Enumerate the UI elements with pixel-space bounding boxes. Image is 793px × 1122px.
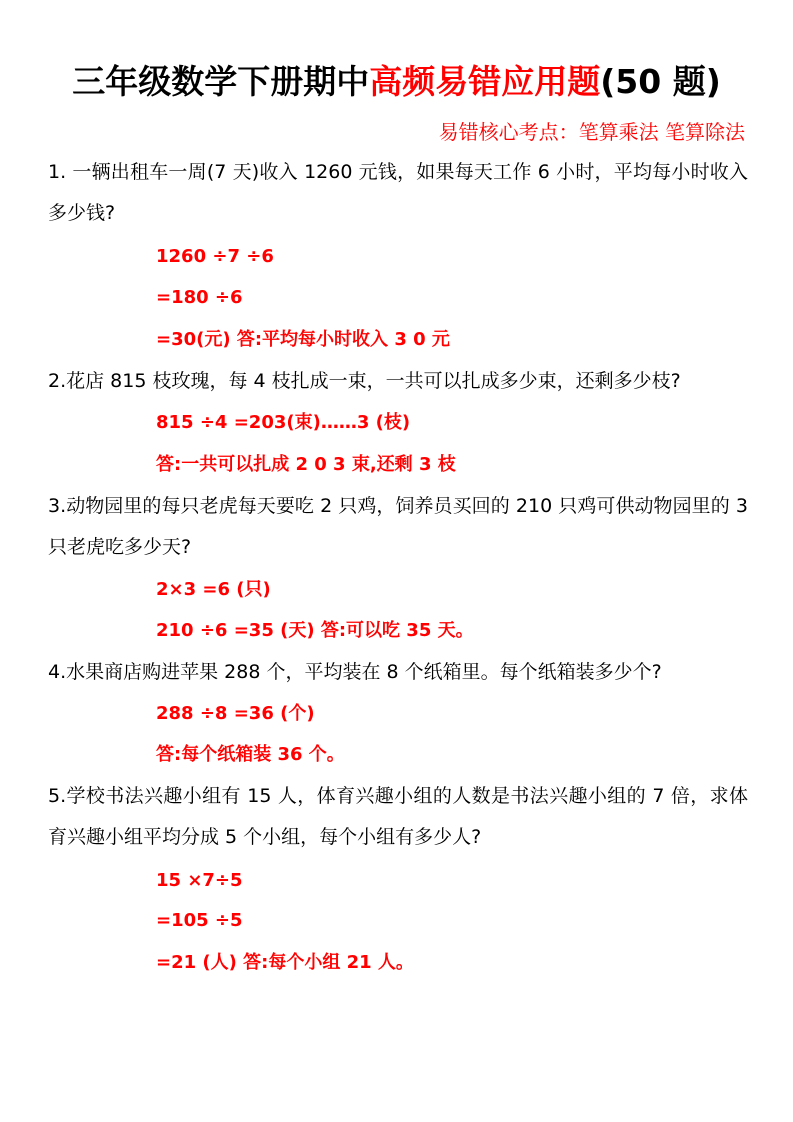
problem-3-question: 3.动物园里的每只老虎每天要吃 2 只鸡，饲养员买回的 210 只鸡可供动物园里的 3 只老虎吃多少天? (48, 495, 748, 558)
problem-4-answer: 答:每个纸箱装 36 个。 (156, 744, 345, 765)
problem-1-step-1: 1260 ÷7 ÷6 (156, 246, 274, 267)
problem-1-answer: =30(元) 答:平均每小时收入 3 0 元 (156, 329, 450, 350)
title-highlight-part: 高频易错应用题 (369, 62, 601, 101)
problem-3-step-1: 2×3 =6 (只) (156, 579, 271, 600)
problem-2-question: 2.花店 815 枝玫瑰，每 4 枝扎成一束，一共可以扎成多少束，还剩多少枝? (48, 370, 681, 392)
problem-2-step-1: 815 ÷4 =203(束)……3 (枝) (156, 412, 411, 433)
page-title (0, 60, 793, 104)
title-count-part: (50 题) (600, 62, 721, 101)
problem-1-step-2: =180 ÷6 (156, 287, 243, 308)
problem-2-answer: 答:一共可以扎成 2 0 3 束,还剩 3 枝 (156, 454, 456, 475)
problem-5-step-1: 15 ×7÷5 (156, 870, 243, 891)
problem-4-step-1: 288 ÷8 =36 (个) (156, 703, 315, 724)
title-grade-part: 三年级数学下册期中 (72, 62, 370, 101)
problem-5-question: 5.学校书法兴趣小组有 15 人，体育兴趣小组的人数是书法兴趣小组的 7 倍，求体育兴趣小组平均分成 5 个小组，每个小组有多少人? (48, 785, 748, 848)
problem-3-answer: 210 ÷6 =35 (天) 答:可以吃 35 天。 (156, 620, 474, 641)
problem-5-step-2: =105 ÷5 (156, 910, 243, 931)
problem-1-question: 1. 一辆出租车一周(7 天)收入 1260 元钱，如果每天工作 6 小时，平均每小时收入多少钱? (48, 161, 748, 224)
key-topics-subtitle: 易错核心考点：笔算乘法 笔算除法 (438, 120, 745, 144)
problem-5-answer: =21 (人) 答:每个小组 21 人。 (156, 952, 414, 973)
problem-4-question: 4.水果商店购进苹果 288 个，平均装在 8 个纸箱里。每个纸箱装多少个? (48, 661, 662, 683)
